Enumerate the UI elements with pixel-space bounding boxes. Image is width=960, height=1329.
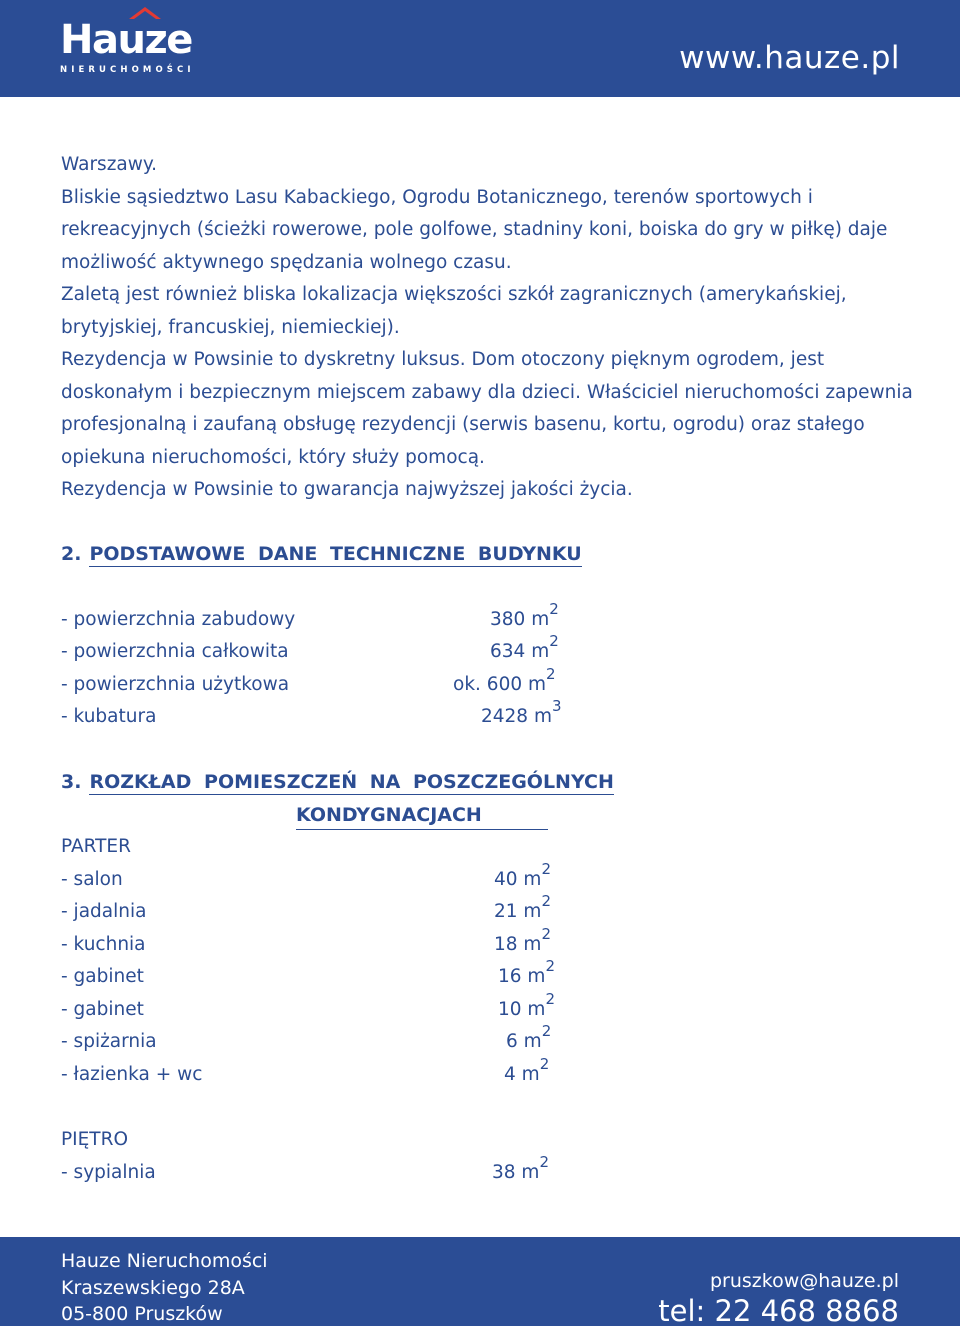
room-label: - sypialnia xyxy=(61,1162,156,1183)
paragraph: Bliskie sąsiedztwo Lasu Kabackiego, Ogrodu Botanicznego, terenów sportowych i rekreacyjnych (ścieżki rowerowe, pole golfowe, stadniny koni, boiska do gry w piłkę) daje możliwość aktywnego spędzania wolnego czasu. xyxy=(61,186,888,273)
section-number: 3. xyxy=(61,771,82,793)
room-label: - salon xyxy=(61,869,123,890)
page-footer xyxy=(0,1237,960,1326)
paragraph: Warszawy. xyxy=(61,154,158,175)
room-area: 38 $m^2$ xyxy=(492,1152,549,1183)
floor-heading-pietro: PIĘTRO xyxy=(61,1129,129,1150)
section-title: ROZKŁAD POMIESZCZEŃ NA POSZCZEGÓLNYCH xyxy=(89,771,614,793)
room-area: 6 $m^2$ xyxy=(506,1021,552,1052)
room-area: 10 $m^2$ xyxy=(498,989,555,1020)
room-area: 16 $m^2$ xyxy=(498,956,555,987)
paragraph: Rezydencja w Powsinie to gwarancja najwyższej jakości życia. xyxy=(61,479,633,500)
room-label: - kuchnia xyxy=(61,934,146,955)
room-label: - łazienka + wc xyxy=(61,1064,203,1085)
room-label: - jadalnia xyxy=(61,901,147,922)
website-link[interactable]: www.hauze.pl xyxy=(679,40,900,76)
room-area: 21 $m^2$ xyxy=(494,891,551,922)
company-address xyxy=(61,1248,268,1328)
section-3-heading xyxy=(61,768,614,796)
email-link[interactable]: pruszkow@hauze.pl xyxy=(709,1270,899,1292)
city-address: 05-800 Pruszków xyxy=(61,1303,223,1325)
section-title-continued: KONDYGNACJACH xyxy=(296,801,548,830)
phone-number[interactable]: tel: 22 468 8868 xyxy=(658,1294,899,1328)
spec-value: 2428 $m^3$ xyxy=(481,696,562,727)
logo-wordmark: Hauze xyxy=(60,17,192,63)
spec-label: - powierzchnia użytkowa xyxy=(61,674,290,695)
room-area: 18 $m^2$ xyxy=(494,924,551,955)
spec-value: 634 $m^2$ xyxy=(490,631,559,662)
room-label: - gabinet xyxy=(61,999,144,1020)
hauze-logo[interactable] xyxy=(60,6,195,78)
page-header xyxy=(0,0,960,97)
floor-heading-parter: PARTER xyxy=(61,836,131,857)
spec-label: - powierzchnia całkowita xyxy=(61,641,289,662)
spec-label: - kubatura xyxy=(61,706,157,727)
room-area: 4 $m^2$ xyxy=(504,1054,550,1085)
room-label: - spiżarnia xyxy=(61,1031,157,1052)
company-name: Hauze Nieruchomości xyxy=(61,1250,268,1272)
room-area: 40 $m^2$ xyxy=(494,859,551,890)
street-address: Kraszewskiego 28A xyxy=(61,1276,245,1299)
section-2-heading xyxy=(61,540,582,568)
paragraph: Zaletą jest również bliska lokalizacja większości szkół zagranicznych (amerykańskiej, brytyjskiej, francuskiej, niemieckiej). xyxy=(61,284,847,338)
spec-value: ok. 600 $m^2$ xyxy=(453,664,556,695)
intro-text xyxy=(61,149,921,507)
paragraph: Rezydencja w Powsinie to dyskretny luksus. Dom otoczony pięknym ogrodem, jest doskonałym i bezpiecznym miejscem zabawy dla dzieci. Właściciel nieruchomości zapewnia profesjonalną i zaufaną obsługę rezydencji (serwis basenu, kortu, ogrodu) oraz stałego opiekuna nieruchomości, który służy pomocą. xyxy=(61,349,913,468)
section-title: PODSTAWOWE DANE TECHNICZNE BUDYNKU xyxy=(89,543,582,565)
spec-value: 380 $m^2$ xyxy=(490,599,559,630)
room-label: - gabinet xyxy=(61,966,144,987)
spec-label: - powierzchnia zabudowy xyxy=(61,609,296,630)
section-number: 2. xyxy=(61,543,82,565)
logo-subtitle: NIERUCHOMOŚCI xyxy=(60,65,195,75)
